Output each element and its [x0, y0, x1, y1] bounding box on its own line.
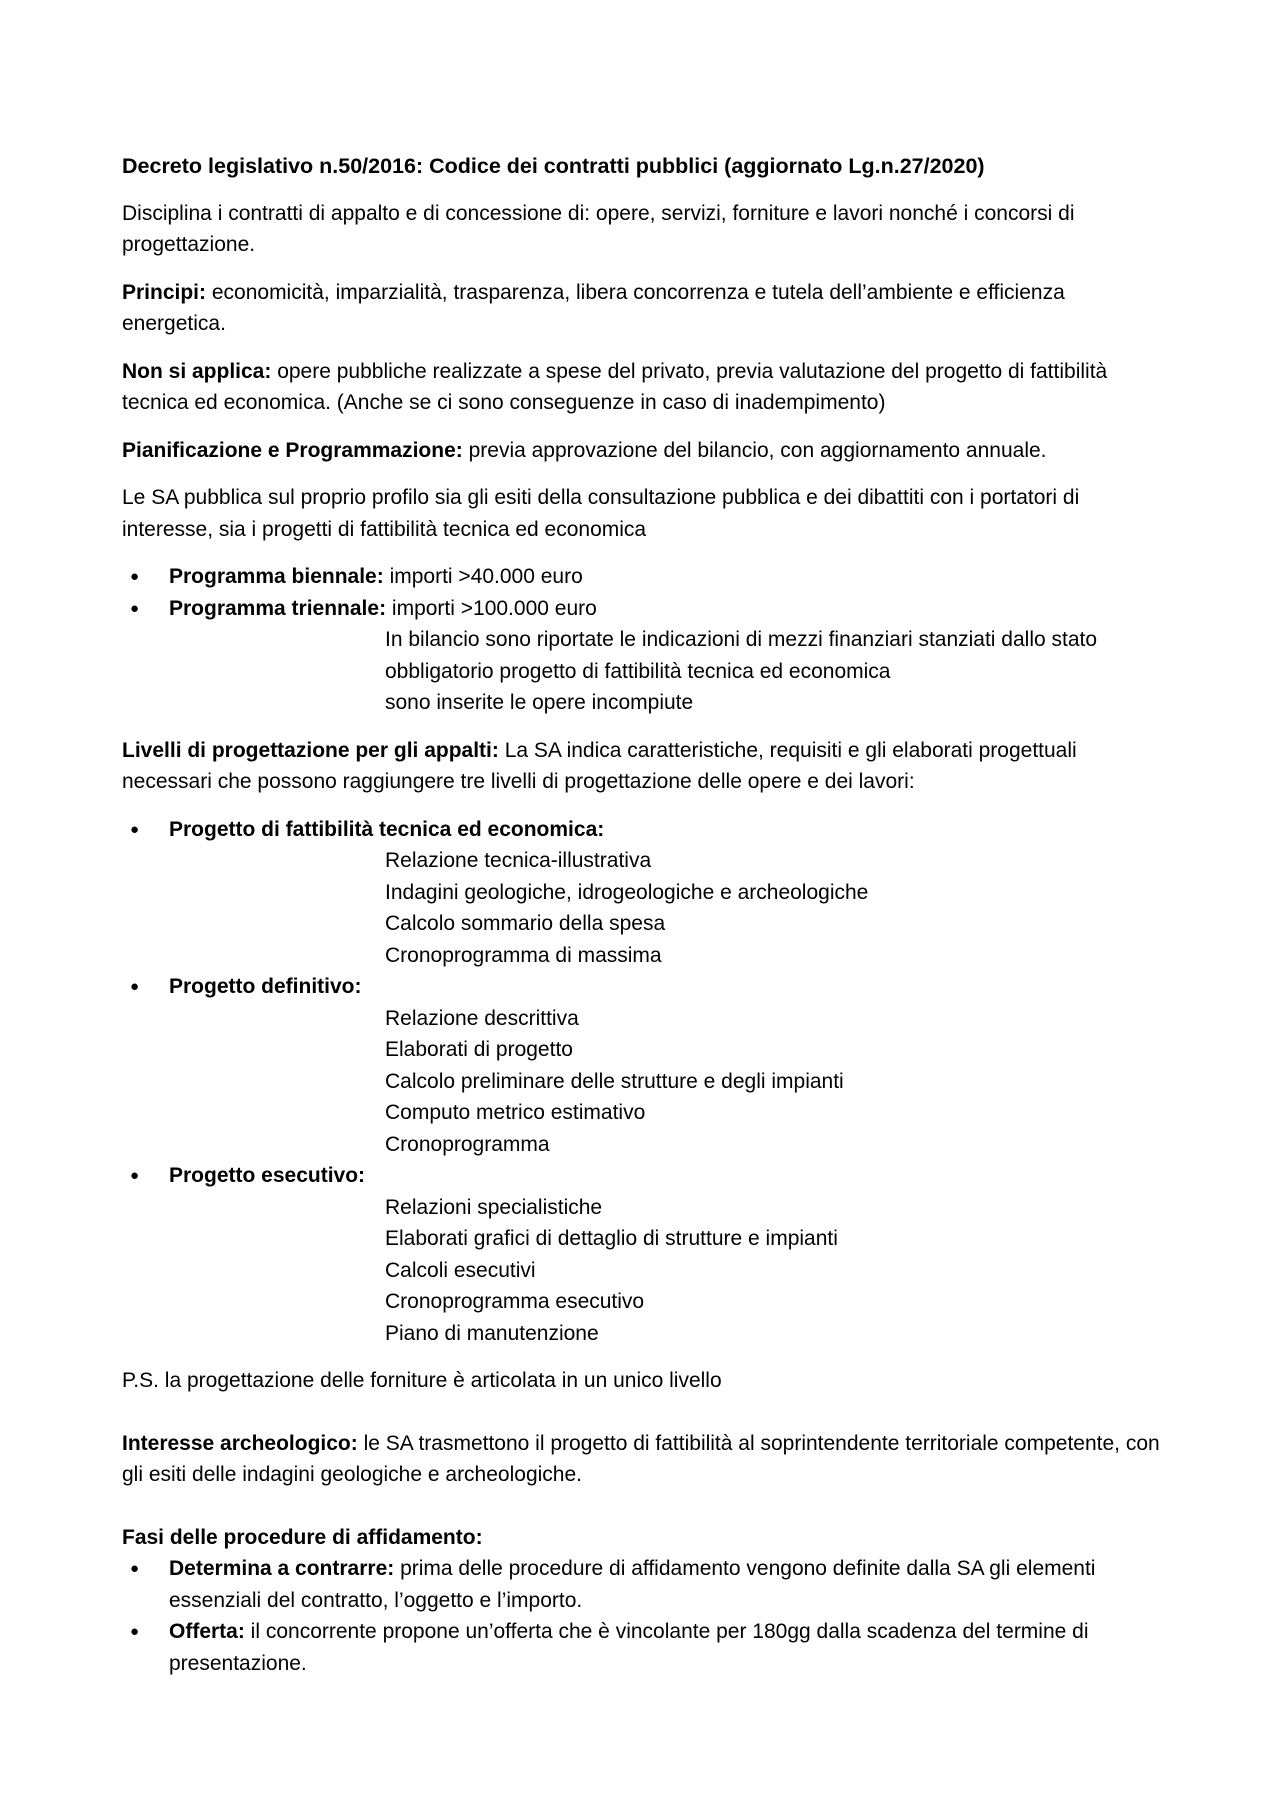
principi-paragraph — [122, 277, 1162, 340]
programma-triennale-label: Programma triennale: — [169, 596, 387, 620]
sub-item: Relazione descrittiva — [385, 1006, 579, 1030]
principi-text: economicità, imparzialità, trasparenza, libera concorrenza e tutela dell’ambiente e efficienza energetica. — [122, 280, 1065, 335]
sub-item: Computo metrico estimativo — [385, 1101, 646, 1124]
livelli-text: La SA indica caratteristiche, requisiti e gli elaborati progettuali necessari che possono raggiungere tre livelli di progettazione delle opere e dei lavori: — [122, 738, 1077, 793]
sub-item: Elaborati di progetto — [385, 1038, 573, 1061]
list-item — [122, 1553, 1162, 1616]
sub-item: obbligatorio progetto di fattibilità tecnica ed economica — [385, 659, 891, 683]
list-item — [122, 971, 1162, 1160]
non-si-applica-paragraph — [122, 356, 1162, 419]
archeologico-label: Interesse archeologico: — [122, 1431, 358, 1455]
document-page — [122, 151, 1162, 1695]
intro-paragraph: Disciplina i contratti di appalto e di concessione di: opere, servizi, forniture e lavori nonché i concorsi di progettazione. — [122, 201, 1075, 256]
determina-text: prima delle procedure di affidamento vengono definite dalla SA gli elementi essenziali del contratto, l’oggetto e l’importo. — [169, 1557, 1096, 1612]
sub-item: Relazione tecnica-illustrativa — [385, 849, 652, 872]
sub-item: Cronoprogramma di massima — [385, 943, 662, 967]
document-title: Decreto legislativo n.50/2016: Codice dei contratti pubblici (aggiornato Lg.n.27/2020) — [122, 154, 985, 178]
archeologico-paragraph — [122, 1428, 1162, 1491]
sub-item: Elaborati grafici di dettaglio di strutture e impianti — [385, 1227, 838, 1250]
list-item — [122, 1616, 1162, 1679]
spacer — [122, 1397, 1162, 1428]
pianificazione-text: previa approvazione del bilancio, con aggiornamento annuale. — [462, 438, 1047, 462]
non-si-applica-text: opere pubbliche realizzate a spese del privato, previa valutazione del progetto di fattibilità tecnica ed economica. (Anche se ci sono conseguenze in caso di inadempimento) — [122, 359, 1108, 414]
offerta-text: il concorrente propone un’offerta che è vincolante per 180gg dalla scadenza del termine di presentazione. — [169, 1620, 1089, 1675]
list-item — [122, 814, 1162, 972]
livelli-paragraph — [122, 735, 1162, 798]
sub-item: sono inserite le opere incompiute — [385, 691, 694, 714]
sub-item: Calcolo sommario della spesa — [385, 912, 666, 935]
profilo-paragraph: Le SA pubblica sul proprio profilo sia gli esiti della consultazione pubblica e dei dibattiti con i portatori di interesse, sia i progetti di fattibilità tecnica ed economica — [122, 486, 1080, 541]
livelli-list — [122, 814, 1162, 1350]
determina-label: Determina a contrarre: — [169, 1557, 395, 1580]
fasi-list — [122, 1553, 1162, 1679]
sub-item: In bilancio sono riportate le indicazioni di mezzi finanziari stanziati dallo stato — [385, 628, 1098, 651]
sub-item: Cronoprogramma — [385, 1132, 550, 1156]
sub-item: Cronoprogramma esecutivo — [385, 1290, 645, 1313]
livelli-label: Livelli di progettazione per gli appalti: — [122, 738, 499, 762]
sub-item: Calcolo preliminare delle strutture e degli impianti — [385, 1069, 844, 1093]
programma-biennale-label: Programma biennale: — [169, 565, 384, 588]
list-item — [122, 593, 1162, 719]
offerta-label: Offerta: — [169, 1620, 245, 1643]
ps-note: P.S. la progettazione delle forniture è articolata in un unico livello — [122, 1369, 722, 1392]
list-item — [122, 1160, 1162, 1349]
livello-fattibilita-label: Progetto di fattibilità tecnica ed economica: — [169, 817, 605, 841]
pianificazione-label: Pianificazione e Programmazione: — [122, 438, 463, 462]
sub-item: Relazioni specialistiche — [385, 1195, 603, 1219]
spacer — [122, 1507, 1162, 1522]
sub-item: Piano di manutenzione — [385, 1321, 599, 1345]
programma-biennale-text: importi >40.000 euro — [383, 565, 583, 588]
fasi-heading — [122, 1522, 1162, 1554]
livello-esecutivo-label: Progetto esecutivo: — [169, 1164, 366, 1187]
sub-item: Indagini geologiche, idrogeologiche e archeologiche — [385, 880, 869, 904]
principi-label: Principi: — [122, 280, 207, 304]
programmi-list — [122, 561, 1162, 719]
archeologico-text: le SA trasmettono il progetto di fattibilità al soprintendente territoriale competente, con gli esiti delle indagini geologiche e archeologiche. — [122, 1431, 1160, 1486]
programma-triennale-text: importi >100.000 euro — [386, 596, 597, 620]
sub-item: Calcoli esecutivi — [385, 1258, 536, 1282]
pianificazione-paragraph — [122, 435, 1162, 467]
non-si-applica-label: Non si applica: — [122, 359, 272, 383]
fasi-title: Fasi delle procedure di affidamento: — [122, 1525, 483, 1549]
list-item — [122, 561, 1162, 593]
livello-definitivo-label: Progetto definitivo: — [169, 975, 362, 998]
